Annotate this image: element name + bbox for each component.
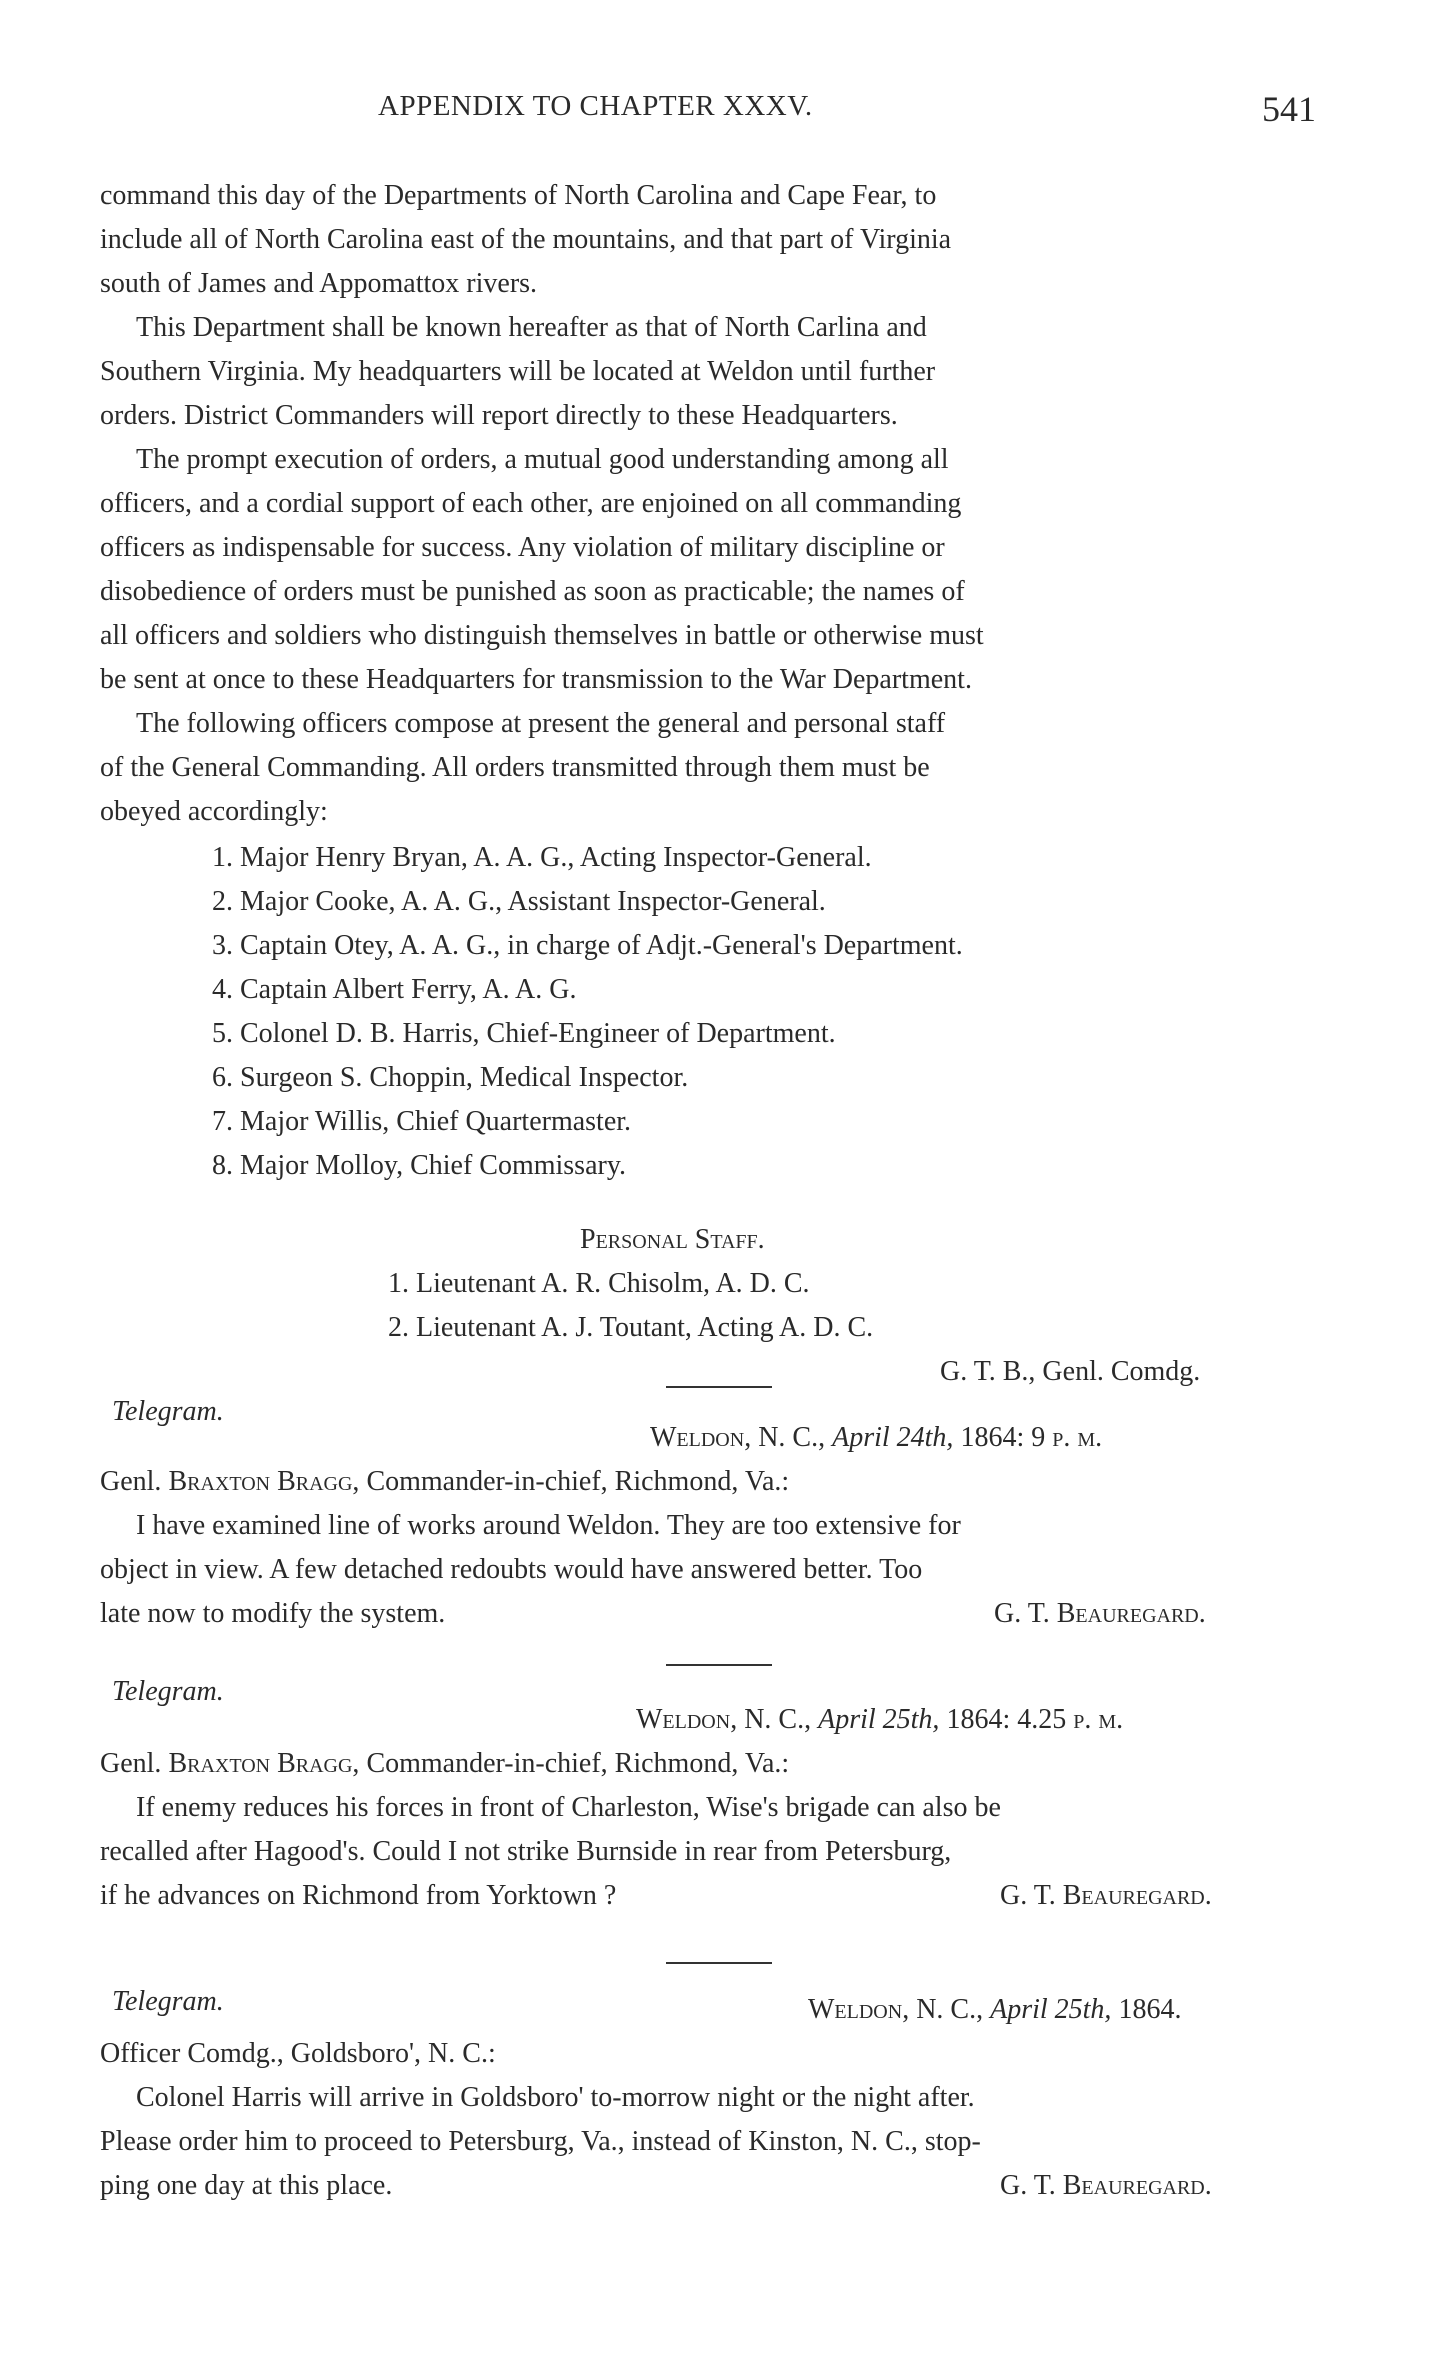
- telegram-dateline: [636, 1704, 1123, 1736]
- telegram-line: if he advances on Richmond from Yorktown ?: [100, 1880, 617, 1911]
- staff-list-item: 8. Major Molloy, Chief Commissary.: [212, 1150, 627, 1181]
- dateline-date: April 25th,: [818, 1704, 940, 1735]
- body-line: south of James and Appomattox rivers.: [100, 268, 538, 299]
- staff-list-item: 2. Major Cooke, A. A. G., Assistant Inspector-General.: [212, 886, 826, 917]
- telegram-label: Telegram.: [112, 1676, 224, 1707]
- staff-list-item: 6. Surgeon S. Choppin, Medical Inspector.: [212, 1062, 689, 1093]
- telegram-line: ping one day at this place.: [100, 2170, 393, 2201]
- staff-list-item: 7. Major Willis, Chief Quartermaster.: [212, 1106, 632, 1137]
- body-line: all officers and soldiers who distinguish themselves in battle or otherwise must: [100, 620, 984, 651]
- body-line: obeyed accordingly:: [100, 796, 328, 827]
- addressee-title: Genl.: [100, 1748, 162, 1779]
- telegram-addressee: Officer Comdg., Goldsboro', N. C.:: [100, 2038, 496, 2069]
- telegram-label: Telegram.: [112, 1986, 224, 2017]
- body-line: be sent at once to these Headquarters for transmission to the War Department.: [100, 664, 972, 695]
- personal-staff-item: 2. Lieutenant A. J. Toutant, Acting A. D. C.: [388, 1312, 874, 1343]
- dateline-ampm: p. m.: [1052, 1422, 1103, 1453]
- addressee-title: Genl.: [100, 1466, 162, 1497]
- signature: G. T. Beauregard.: [1000, 2170, 1212, 2201]
- body-line: disobedience of orders must be punished as soon as practicable; the names of: [100, 576, 965, 607]
- dateline-year-time: 1864: 4.25: [946, 1704, 1067, 1735]
- staff-list-item: 3. Captain Otey, A. A. G., in charge of Adjt.-General's Department.: [212, 930, 963, 961]
- staff-list-item: 4. Captain Albert Ferry, A. A. G.: [212, 974, 577, 1005]
- telegram-addressee: [100, 1748, 789, 1780]
- body-line: This Department shall be known hereafter as that of North Carlina and: [136, 312, 927, 343]
- body-line: The following officers compose at present the general and personal staff: [136, 708, 946, 739]
- telegram-dateline: [650, 1422, 1102, 1454]
- body-line: officers as indispensable for success. Any violation of military discipline or: [100, 532, 945, 563]
- dateline-place: Weldon, N. C.,: [650, 1422, 826, 1453]
- running-header: APPENDIX TO CHAPTER XXXV.: [378, 90, 813, 122]
- personal-staff-item: 1. Lieutenant A. R. Chisolm, A. D. C.: [388, 1268, 810, 1299]
- divider-rule: [666, 1962, 772, 1964]
- telegram-line: recalled after Hagood's. Could I not strike Burnside in rear from Petersburg,: [100, 1836, 952, 1867]
- telegram-line: If enemy reduces his forces in front of Charleston, Wise's brigade can also be: [136, 1792, 1001, 1823]
- addressee-rest: Commander-in-chief, Richmond, Va.:: [366, 1466, 790, 1497]
- body-line: Southern Virginia. My headquarters will be located at Weldon until further: [100, 356, 936, 387]
- dateline-ampm: p. m.: [1073, 1704, 1124, 1735]
- page-number: 541: [1262, 89, 1316, 129]
- telegram-dateline: [808, 1994, 1181, 2026]
- signature: G. T. B., Genl. Comdg.: [940, 1356, 1201, 1387]
- dateline-place: Weldon, N. C.,: [808, 1994, 984, 2025]
- body-line: orders. District Commanders will report directly to these Headquarters.: [100, 400, 898, 431]
- telegram-addressee: [100, 1466, 789, 1498]
- telegram-label: Telegram.: [112, 1396, 224, 1427]
- dateline-place: Weldon, N. C.,: [636, 1704, 812, 1735]
- dateline-year-time: 1864: 9: [960, 1422, 1046, 1453]
- divider-rule: [666, 1664, 772, 1666]
- body-line: officers, and a cordial support of each other, are enjoined on all commanding: [100, 488, 962, 519]
- telegram-line: object in view. A few detached redoubts would have answered better. Too: [100, 1554, 923, 1585]
- addressee-name: Braxton Bragg,: [168, 1466, 360, 1497]
- addressee-name: Braxton Bragg,: [168, 1748, 360, 1779]
- body-line: The prompt execution of orders, a mutual good understanding among all: [136, 444, 949, 475]
- signature: G. T. Beauregard.: [1000, 1880, 1212, 1911]
- body-line: command this day of the Departments of North Carolina and Cape Fear, to: [100, 180, 937, 211]
- telegram-line: Please order him to proceed to Petersburg, Va., instead of Kinston, N. C., stop-: [100, 2126, 981, 2157]
- body-line: include all of North Carolina east of the mountains, and that part of Virginia: [100, 224, 952, 255]
- telegram-line: late now to modify the system.: [100, 1598, 446, 1629]
- telegram-line: Colonel Harris will arrive in Goldsboro' to-morrow night or the night after.: [136, 2082, 975, 2113]
- dateline-date: April 24th,: [832, 1422, 954, 1453]
- addressee-rest: Commander-in-chief, Richmond, Va.:: [366, 1748, 790, 1779]
- divider-rule: [666, 1386, 772, 1388]
- staff-list-item: 1. Major Henry Bryan, A. A. G., Acting Inspector-General.: [212, 842, 872, 873]
- dateline-year: 1864.: [1118, 1994, 1182, 2025]
- personal-staff-heading: Personal Staff.: [580, 1224, 765, 1255]
- signature: G. T. Beauregard.: [994, 1598, 1206, 1629]
- telegram-line: I have examined line of works around Weldon. They are too extensive for: [136, 1510, 961, 1541]
- body-line: of the General Commanding. All orders transmitted through them must be: [100, 752, 930, 783]
- staff-list-item: 5. Colonel D. B. Harris, Chief-Engineer of Department.: [212, 1018, 836, 1049]
- dateline-date: April 25th,: [990, 1994, 1112, 2025]
